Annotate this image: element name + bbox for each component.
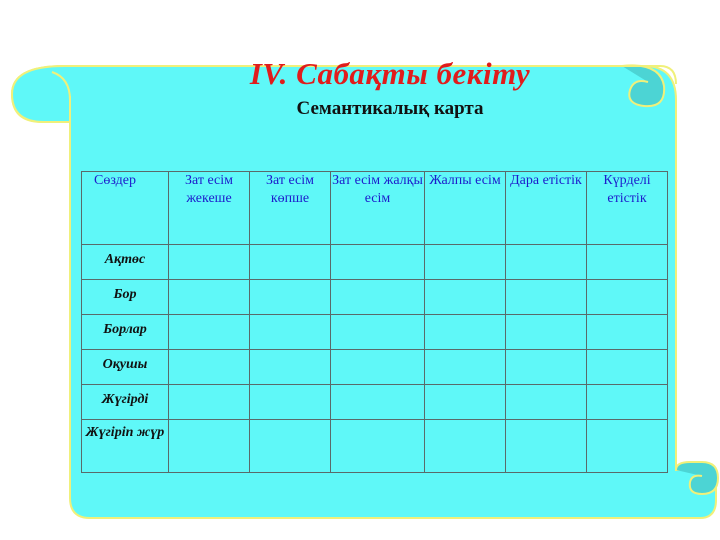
table-cell[interactable]: [250, 245, 331, 280]
table-cell[interactable]: [587, 280, 668, 315]
column-header: Сөздер: [82, 172, 169, 245]
table-cell[interactable]: [331, 245, 425, 280]
table-cell[interactable]: [250, 315, 331, 350]
table-cell[interactable]: [425, 280, 506, 315]
table-row: [82, 280, 668, 315]
table-cell[interactable]: [331, 315, 425, 350]
table-cell[interactable]: [169, 245, 250, 280]
table-cell[interactable]: [250, 280, 331, 315]
row-word: Ақтөс: [82, 245, 169, 280]
table-cell[interactable]: [506, 245, 587, 280]
table-cell[interactable]: [425, 245, 506, 280]
row-word: Жүгіріп жүр: [82, 420, 169, 473]
table-row: [82, 245, 668, 280]
row-word: Борлар: [82, 315, 169, 350]
table-cell[interactable]: [169, 420, 250, 473]
row-word: Жүгірді: [82, 385, 169, 420]
table-cell[interactable]: [331, 385, 425, 420]
slide-subtitle: Семантикалық карта: [296, 98, 484, 119]
column-header: Зат есім жалқы есім: [331, 172, 425, 245]
table-row: [82, 420, 668, 473]
table-cell[interactable]: [506, 280, 587, 315]
table-cell[interactable]: [587, 420, 668, 473]
column-header: Дара етістік: [506, 172, 587, 245]
table-cell[interactable]: [587, 350, 668, 385]
table-cell[interactable]: [331, 350, 425, 385]
table-cell[interactable]: [587, 385, 668, 420]
table-cell[interactable]: [425, 385, 506, 420]
table-row: [82, 385, 668, 420]
column-header: Зат есім жекеше: [169, 172, 250, 245]
column-header: Зат есім көпше: [250, 172, 331, 245]
table-cell[interactable]: [169, 350, 250, 385]
table-cell[interactable]: [506, 315, 587, 350]
table-row: [82, 350, 668, 385]
table-cell[interactable]: [250, 350, 331, 385]
column-header: Күрделі етістік: [587, 172, 668, 245]
table-cell[interactable]: [506, 350, 587, 385]
slide-title: IV. Сабақты бекіту: [249, 56, 531, 91]
table-cell[interactable]: [425, 350, 506, 385]
table-cell[interactable]: [250, 420, 331, 473]
table-row: [82, 315, 668, 350]
table-cell[interactable]: [169, 315, 250, 350]
table-cell[interactable]: [587, 245, 668, 280]
table-cell[interactable]: [506, 385, 587, 420]
row-word: Бор: [82, 280, 169, 315]
table-cell[interactable]: [169, 385, 250, 420]
table-cell[interactable]: [169, 280, 250, 315]
column-header: Жалпы есім: [425, 172, 506, 245]
table-cell[interactable]: [331, 420, 425, 473]
table-cell[interactable]: [425, 420, 506, 473]
table-cell[interactable]: [331, 280, 425, 315]
table-cell[interactable]: [250, 385, 331, 420]
table-cell[interactable]: [506, 420, 587, 473]
table-cell[interactable]: [425, 315, 506, 350]
row-word: Оқушы: [82, 350, 169, 385]
table-cell[interactable]: [587, 315, 668, 350]
semantic-map-table: [81, 171, 668, 473]
table-header-row: [82, 172, 668, 245]
